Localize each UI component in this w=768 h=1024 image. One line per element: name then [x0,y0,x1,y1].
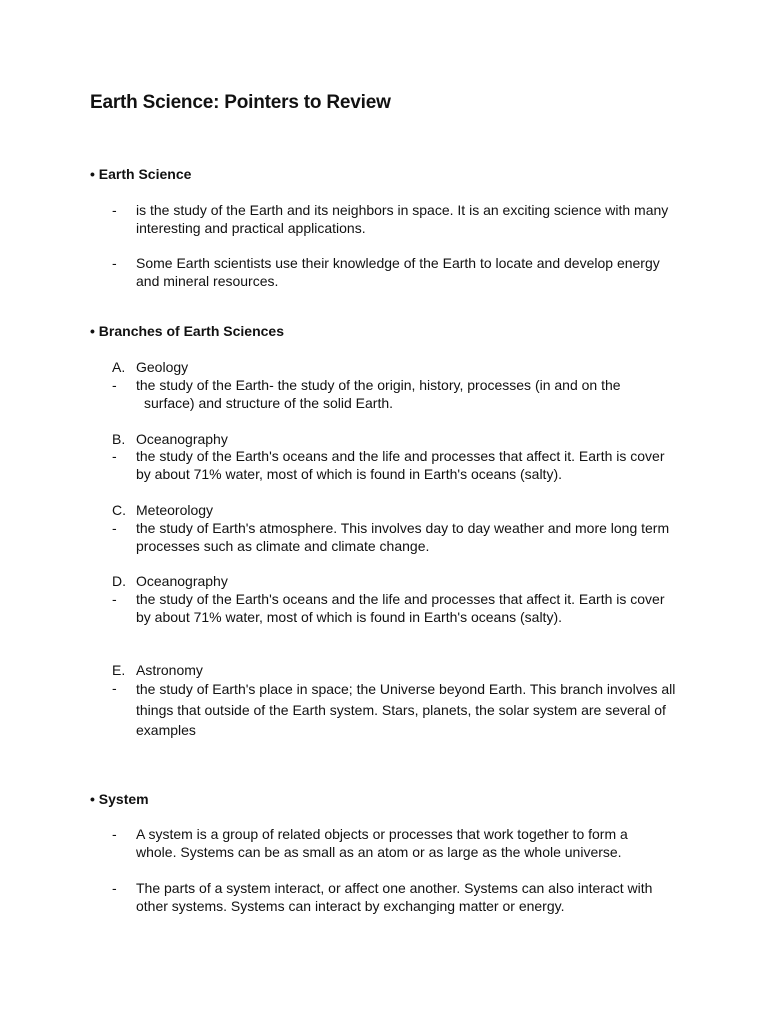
branch-description [112,376,682,412]
branch-name: Geology [136,359,189,375]
branch-letter: D. [112,573,126,589]
section-heading-system: • System [90,791,149,807]
branch-description [112,590,682,626]
dash-bullet: - [112,255,117,271]
branch-description-text: the study of the Earth's oceans and the life and processes that affect it. Earth is cover by about 71% water, most of which is found in Earth's oceans (salty). [136,591,665,625]
branch-letter: C. [112,502,126,518]
dash-bullet: - [112,880,117,896]
branch-label-geology [112,358,188,376]
branch-label-meteorology [112,501,213,519]
branch-name: Oceanography [136,431,228,447]
dash-bullet: - [112,448,117,464]
dash-bullet: - [112,680,117,696]
dash-bullet: - [112,377,117,393]
branch-label-astronomy [112,661,203,679]
list-item-text: A system is a group of related objects or processes that work together to form a whole. Systems can be as small as an atom or as large as the whole universe. [136,826,628,860]
branch-name: Meteorology [136,502,214,518]
branch-letter: A. [112,359,126,375]
list-item [112,879,672,915]
section-heading-earth-science: • Earth Science [90,166,192,182]
document-title: Earth Science: Pointers to Review [90,92,391,113]
branch-description-line-1: the study of the Earth- the study of the origin, history, processes (in and on the [136,377,621,393]
branch-letter: B. [112,431,126,447]
branch-description-text: the study of Earth's place in space; the Universe beyond Earth. This branch involves all things that outside of the Earth system. Stars, planets, the solar system are several of examples [136,681,676,738]
dash-bullet: - [112,202,117,218]
dash-bullet: - [112,591,117,607]
branch-name: Oceanography [136,573,228,589]
list-item [112,254,672,290]
dash-bullet: - [112,520,117,536]
branch-letter: E. [112,662,126,678]
list-item-text: Some Earth scientists use their knowledge of the Earth to locate and develop energy and mineral resources. [136,255,660,289]
branch-description [112,679,682,741]
dash-bullet: - [112,826,117,842]
branch-description-text: the study of Earth's atmosphere. This involves day to day weather and more long term processes such as climate and climate change. [136,520,670,554]
branch-label-oceanography [112,430,228,448]
branch-description-text: the study of the Earth's oceans and the life and processes that affect it. Earth is cover by about 71% water, most of which is found in Earth's oceans (salty). [136,448,665,482]
list-item [112,825,672,861]
branch-description [112,519,682,555]
branch-name: Astronomy [136,662,203,678]
branch-label-oceanography-2 [112,572,228,590]
branch-description [112,447,682,483]
list-item-text: The parts of a system interact, or affect one another. Systems can also interact with other systems. Systems can interact by exchanging matter or energy. [136,880,653,914]
branch-description-line-2: surface) and structure of the solid Earth. [144,395,394,411]
list-item [112,201,672,237]
section-heading-branches: • Branches of Earth Sciences [90,323,284,339]
list-item-text: is the study of the Earth and its neighbors in space. It is an exciting science with many interesting and practical applications. [136,202,669,236]
